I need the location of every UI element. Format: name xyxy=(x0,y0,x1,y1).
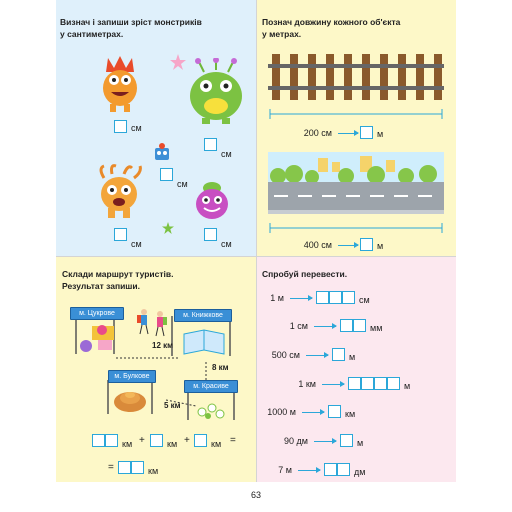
unit-label: см xyxy=(359,295,370,305)
route-answer-box-3[interactable] xyxy=(194,434,207,447)
conversion-box[interactable] xyxy=(340,434,353,447)
road-image xyxy=(268,152,444,236)
unit-label: мм xyxy=(370,323,383,333)
unit-label: км xyxy=(345,409,356,419)
answer-box-railway[interactable] xyxy=(360,126,373,139)
unit-label: см xyxy=(131,123,142,133)
unit-label: км xyxy=(167,439,178,449)
railway-track-image xyxy=(268,54,444,120)
task-unit-conversion xyxy=(256,256,456,482)
task-lengths-title-line2: у метрах. xyxy=(262,29,302,39)
plus-sign: + xyxy=(139,435,145,446)
unit-label: см xyxy=(221,239,232,249)
unit-label: м xyxy=(377,241,384,251)
conversion-box[interactable] xyxy=(332,348,345,361)
monster-red-hair-image xyxy=(98,54,142,114)
arrow-icon xyxy=(290,298,312,299)
task-monsters-title-line1: Визнач і запиши зріст монстриків xyxy=(60,17,202,27)
green-star-icon xyxy=(162,222,174,234)
sign-sugar-town: м. Цукрове xyxy=(70,307,124,320)
route-answer-box-1a[interactable] xyxy=(92,434,105,447)
distance-book-beautiful: 8 км xyxy=(212,363,229,372)
task-route-title-line2: Результат запиши. xyxy=(62,281,140,291)
conversion-box[interactable] xyxy=(324,463,337,476)
arrow-icon xyxy=(298,470,320,471)
task-monsters-title-line2: у сантиметрах. xyxy=(60,29,124,39)
distance-bread-beautiful: 5 км xyxy=(164,401,181,410)
arrow-icon xyxy=(306,355,328,356)
sign-book-town: м. Книжкове xyxy=(174,309,232,322)
task-route-title-line1: Склади маршрут туристів. xyxy=(62,269,174,279)
distance-sugar-book: 12 км xyxy=(152,341,174,350)
conversion-box[interactable] xyxy=(328,405,341,418)
conversion-box[interactable] xyxy=(353,319,366,332)
arrow-icon xyxy=(314,326,336,327)
unit-label: см xyxy=(131,239,142,249)
unit-label: см xyxy=(177,179,188,189)
unit-label: м xyxy=(349,352,356,362)
conversion-value: 7 м xyxy=(278,465,292,475)
conversion-box[interactable] xyxy=(387,377,400,390)
conversion-box[interactable] xyxy=(340,319,353,332)
route-total-box-b[interactable] xyxy=(131,461,144,474)
answer-box-orange-monster[interactable] xyxy=(114,228,127,241)
sign-bread-town: м. Булкове xyxy=(108,370,156,383)
task-lengths-title-line1: Познач довжину кожного об'єкта xyxy=(262,17,401,27)
arrow-icon xyxy=(322,384,344,385)
plus-sign: + xyxy=(184,435,190,446)
sign-beautiful-town: м. Красиве xyxy=(184,380,238,393)
conversion-value: 1 км xyxy=(298,379,316,389)
unit-label: км xyxy=(122,439,133,449)
unit-label: м xyxy=(404,381,411,391)
arrow-icon xyxy=(338,245,358,246)
answer-box-green-monster[interactable] xyxy=(204,138,217,151)
monster-purple-image xyxy=(190,180,234,224)
conversion-box[interactable] xyxy=(361,377,374,390)
conversion-box[interactable] xyxy=(374,377,387,390)
unit-label: м xyxy=(377,129,384,139)
arrow-icon xyxy=(338,133,358,134)
monster-small-robot-image xyxy=(152,142,172,164)
conversion-value: 500 см xyxy=(271,350,300,360)
route-total-box-a[interactable] xyxy=(118,461,131,474)
length-value-railway: 200 см xyxy=(303,128,332,138)
task-object-lengths xyxy=(256,0,456,256)
arrow-icon xyxy=(314,441,336,442)
unit-label: км xyxy=(211,439,222,449)
answer-box-purple-monster[interactable] xyxy=(204,228,217,241)
conversion-box[interactable] xyxy=(342,291,355,304)
conversion-value: 1000 м xyxy=(267,407,296,417)
conversion-value: 1 см xyxy=(289,321,308,331)
unit-label: см xyxy=(221,149,232,159)
task-monsters-height xyxy=(56,0,256,256)
unit-label: км xyxy=(148,466,159,476)
conversion-value: 90 дм xyxy=(284,436,308,446)
route-answer-box-2[interactable] xyxy=(150,434,163,447)
task-tourist-route xyxy=(56,256,256,482)
arrow-icon xyxy=(302,412,324,413)
unit-label: м xyxy=(357,438,364,448)
conversion-box[interactable] xyxy=(348,377,361,390)
equals-sign: = xyxy=(230,435,236,446)
equals-sign: = xyxy=(108,462,114,473)
answer-box-red-monster[interactable] xyxy=(114,120,127,133)
route-answer-box-1b[interactable] xyxy=(105,434,118,447)
conversion-box[interactable] xyxy=(329,291,342,304)
monster-orange-image xyxy=(94,164,144,224)
conversion-value: 1 м xyxy=(270,293,284,303)
divider-vertical xyxy=(256,0,257,482)
monster-green-image xyxy=(184,58,248,128)
unit-label: дм xyxy=(354,467,366,477)
task-conversion-title: Спробуй перевести. xyxy=(262,269,348,279)
length-value-road: 400 см xyxy=(303,240,332,250)
conversion-box[interactable] xyxy=(316,291,329,304)
divider-horizontal xyxy=(56,256,456,257)
page-number: 63 xyxy=(250,490,261,500)
answer-box-road[interactable] xyxy=(360,238,373,251)
answer-box-small-robot[interactable] xyxy=(160,168,173,181)
conversion-box[interactable] xyxy=(337,463,350,476)
